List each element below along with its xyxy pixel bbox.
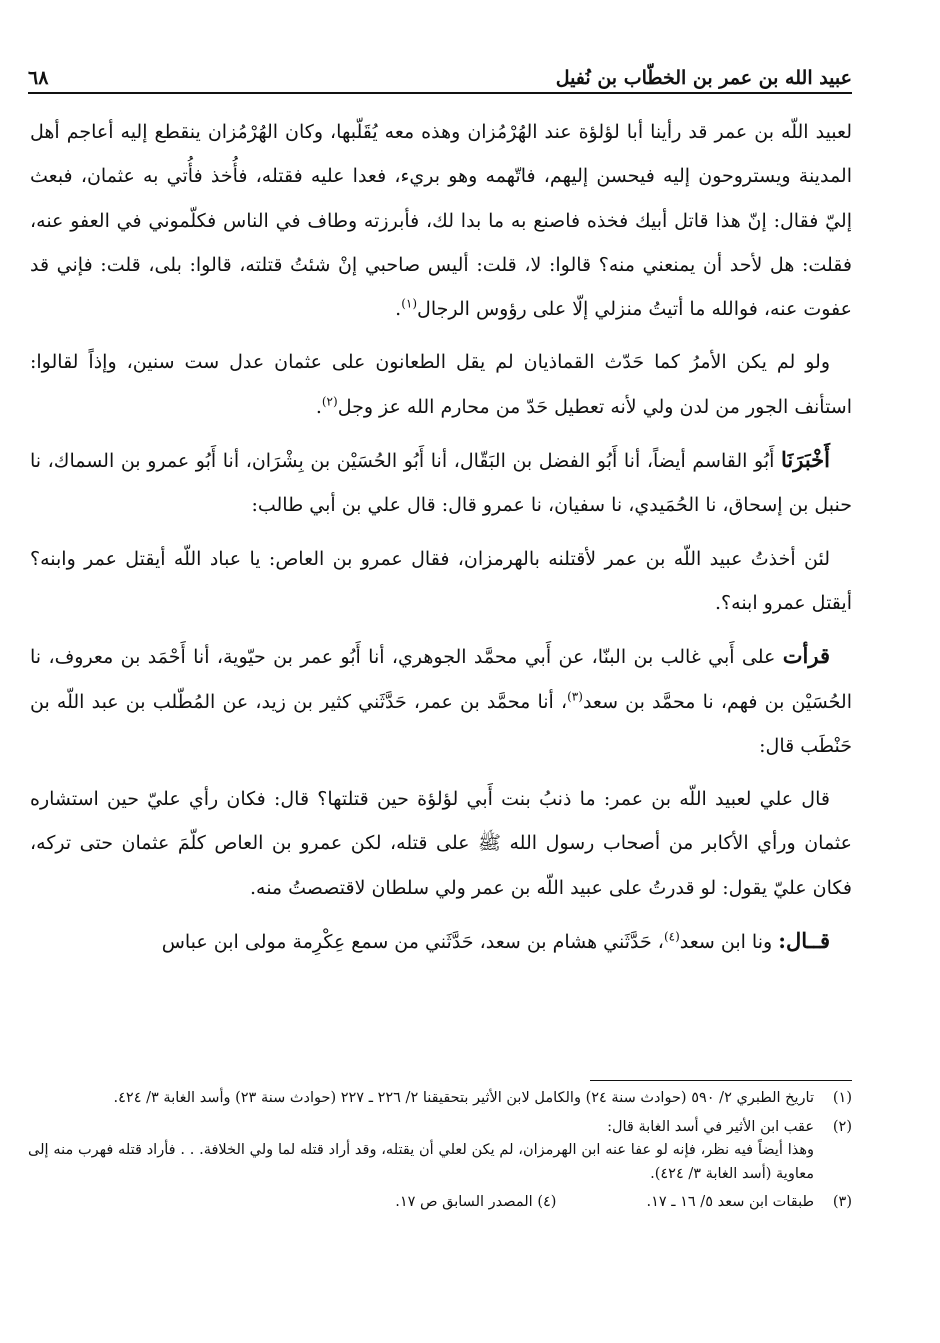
page-header <box>28 55 852 89</box>
footnote-part: طبقات ابن سعد ٥/ ١٦ ـ ١٧. <box>646 1194 814 1210</box>
footnote-number: (٢) <box>832 1118 852 1135</box>
footnote <box>28 1116 852 1187</box>
footnote-number: (٣) <box>832 1194 852 1210</box>
paragraph-lead: قرأت <box>782 643 830 669</box>
footnote-part-2 <box>395 1191 556 1215</box>
main-text <box>30 110 852 973</box>
paragraph-tail: ، أنا محمَّد بن عمر، حَدَّثَني كثير بن زيد، عن المُطّلب بن عبد اللّه بن حَنْطَب قال: <box>30 690 852 757</box>
page-number: ٦٨ <box>28 67 49 89</box>
footnotes <box>28 1087 852 1220</box>
footnote-text <box>28 1116 814 1187</box>
paragraph-text: على أَبي غالب بن البنّا، عن أَبي محمَّد الجوهري، أنا أَبُو عمر بن حيّوية، أنا أَحْمَد بن معروف، نا الحُسَيْن بن فهم، نا محمَّد بن سعد <box>30 646 852 713</box>
footnote-marker: (٢) <box>321 394 338 409</box>
paragraph-text: ولو لم يكن الأمرُ كما حَدّث القماذيان لم يقل الطعانون على عثمان عدل ست سنين، وإذاً لقالوا: استأنف الجور من لدن ولي لأنه تعطيل حَدّ من محارم الله عز وجل <box>30 351 852 418</box>
paragraph-lead: أَخْبَرَنَا <box>781 447 830 473</box>
footnote-number: (٤) <box>537 1194 557 1210</box>
footnote-marker: (٤) <box>663 929 680 944</box>
footnote-text <box>28 1087 814 1111</box>
footnote <box>28 1191 852 1215</box>
footnote-part: المصدر السابق ص ١٧. <box>395 1194 533 1210</box>
paragraph-text: لعبيد اللّه بن عمر قد رأينا أبا لؤلؤة عند الهُرْمُزان وهذه معه يُقَلّبها، وكان الهُرْمُزان ينقطع إليه أعاجم أهل المدينة ويستروحون إليه فيحسن إليهم، فاتّهمه وهو بريء، فعدا عليه فقتله، فأُخذ فأُتي به عثمان، فبعث إليّ فقال: إنّ هذا قاتل أبيك فخذه فاصنع به ما بدا لك، فأبرزته وطاف في الناس فكلّموني في العفو عنه، فقلت: هل لأحد أن يمنعني منه؟ قالوا: لا، قلت: أليس صاحبي إنْ شئتُ قتلته، قالوا: بلى، قلت: فإني قد عفوت عنه، فوالله ما أتيتُ منزلي إلّا على رؤوس الرجال <box>30 121 852 321</box>
paragraph <box>30 777 852 910</box>
paragraph-lead: قــال: <box>778 928 830 954</box>
paragraph-tail: . <box>315 395 322 418</box>
paragraph-tail: ، حَدَّثَني هشام بن سعد، حَدَّثَني من سمع عِكْرِمة مولى ابن عباس <box>161 931 664 954</box>
footnote-marker: (١) <box>401 296 418 311</box>
footnote-number: (١) <box>832 1090 852 1106</box>
paragraph-text: لئن أخذتُ عبيد اللّه بن عمر لأقتلنه بالهرمزان، فقال عمرو بن العاص: يا عباد اللّه أيقتل عمر وابنه؟ أيقتل عمرو ابنه؟. <box>30 547 852 614</box>
paragraph <box>30 438 852 528</box>
footnote-rule <box>590 1080 852 1081</box>
header-rule <box>28 92 852 94</box>
paragraph <box>30 634 852 768</box>
footnote-line: عقب ابن الأثير في أسد الغابة قال: <box>607 1118 814 1135</box>
paragraph <box>30 110 852 331</box>
paragraph <box>30 537 852 626</box>
paragraph <box>30 919 852 964</box>
footnote-marker: (٣) <box>567 689 583 704</box>
footnote-line: تاريخ الطبري ٢/ ٥٩٠ (حوادث سنة ٢٤) والكامل لابن الأثير بتحقيقنا ٢/ ٢٢٦ ـ ٢٢٧ (حوادث سنة ٢٣) وأسد الغابة ٣/ ٤٢٤. <box>113 1090 814 1106</box>
paragraph-tail: . <box>395 298 402 321</box>
footnote-line: وهذا أيضاً فيه نظر، فإنه لو عفا عنه ابن الهرمزان، لم يكن لعلي أن يقتله، وقد أراد قتله لما ولي الخلافة. . . فأراد قتله فهرب منه إلى معاوية (أسد الغابة ٣/ ٤٢٤). <box>28 1142 814 1182</box>
footnote <box>28 1087 852 1111</box>
paragraph-text: أَبُو القاسم أيضاً، أنا أَبُو الفضل بن البَقّال، أنا أَبُو الحُسَيْن بن بِشْرَان، أنا أَبُو عمرو بن السماك، نا حنبل بن إسحاق، نا الحُمَيدي، نا سفيان، نا عمرو قال: قال علي بن أبي طالب: <box>30 450 852 517</box>
paragraph-text: ونا ابن سعد <box>679 931 779 954</box>
footnote-text <box>28 1191 814 1215</box>
paragraph-text: قال علي لعبيد اللّه بن عمر: ما ذنبُ بنت أَبي لؤلؤة حين قتلتها؟ قال: فكان رأي عليّ حين استشاره عثمان ورأي الأكابر من أصحاب رسول الله ﷺ على قتله، لكن عمرو بن العاص كلّمَ عثمان حتى تركه، فكان عليّ يقول: لو قدرتُ على عبيد اللّه بن عمر ولي سلطان لاقتصصتُ منه. <box>30 788 852 899</box>
running-title: عبيد الله بن عمر بن الخطّاب بن نُفيل <box>555 67 852 89</box>
paragraph <box>30 340 852 429</box>
